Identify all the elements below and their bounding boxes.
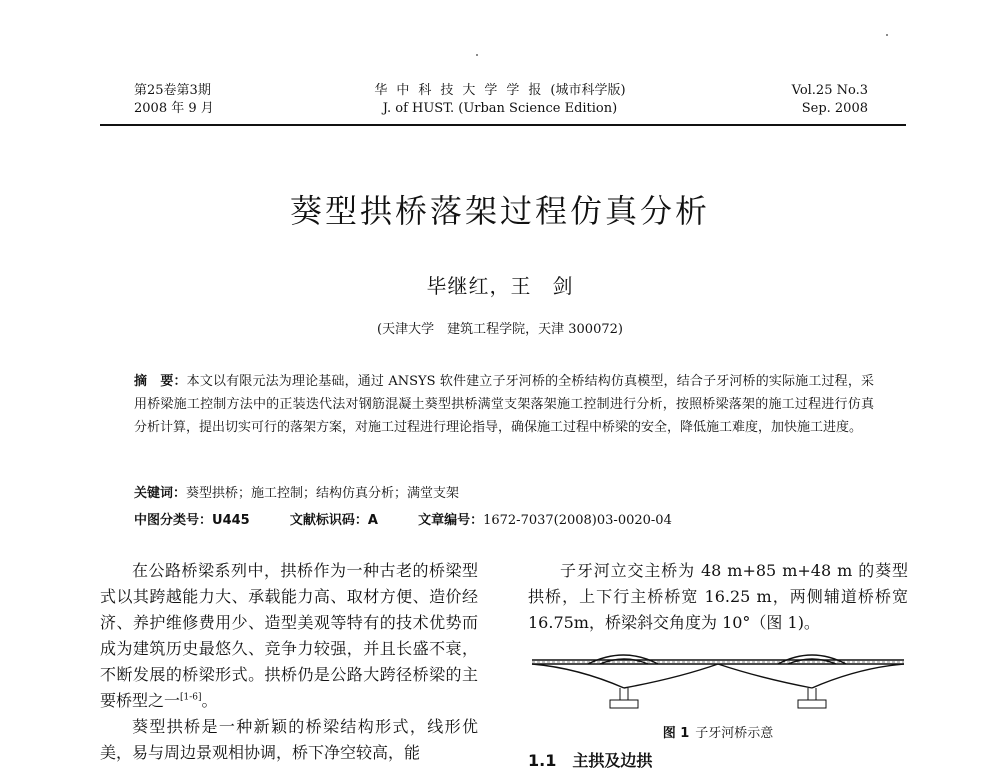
bridge-figure — [528, 648, 908, 714]
header-journal-en: J. of HUST. (Urban Science Edition) — [382, 101, 618, 116]
header-date-cn: 2008 年 9 月 — [134, 101, 214, 116]
body-paragraph: 葵型拱桥是一种新颖的桥梁结构形式，线形优美，易与周边景观相协调，桥下净空较高，能 — [100, 717, 478, 762]
article-number-label: 文章编号： — [418, 513, 484, 528]
side-arch-right — [812, 664, 904, 688]
keywords-label: 关键词： — [134, 486, 187, 501]
side-arch-left — [532, 664, 624, 688]
journal-edition-cn: (城市科学版) — [550, 83, 626, 98]
header-issue — [134, 82, 214, 118]
figure-caption-text: 子牙河桥示意 — [695, 726, 774, 741]
abstract — [134, 370, 874, 439]
paper-affiliation: (天津大学 建筑工程学院，天津 300072) — [377, 322, 623, 337]
article-number-value: 1672-7037(2008)03-0020-04 — [483, 513, 672, 528]
abstract-text: 本文以有限元法为理论基础，通过 ANSYS 软件建立子牙河桥的全桥结构仿真模型，结合子牙河桥的实际施工过程，采用桥梁施工控制方法中的正装迭代法对钢筋混凝土葵型拱桥满堂支架落架施工控制进行分析，按照桥梁落架的施工过程进行仿真分析计算，提出切实可行的落架方案，对施工过程进行理论指导，确保施工过程中桥梁的安全，降低施工难度，加快施工进度。 — [134, 374, 874, 435]
scan-speck — [886, 34, 888, 36]
doc-code-label: 文献标识码： — [289, 513, 368, 528]
figure-caption — [528, 722, 908, 741]
figure-label: 图 1 — [662, 726, 690, 741]
body-column-left — [100, 558, 478, 766]
header-journal-cn — [300, 82, 700, 100]
body-text-end: 。 — [201, 691, 218, 710]
keywords — [134, 482, 459, 501]
doc-code-field — [290, 513, 378, 528]
citation-ref: [1-6] — [180, 692, 202, 703]
article-number-field — [418, 513, 708, 528]
header-rule — [100, 124, 906, 126]
pier-right — [798, 688, 826, 708]
clc-value: U445 — [212, 513, 250, 528]
doc-code-value: A — [367, 513, 378, 528]
body-text: 在公路桥梁系列中，拱桥作为一种古老的桥梁型式以其跨越能力大、承载能力高、取材方便、造价经济、养护维修费用少、造型美观等特有的技术优势而成为建筑历史最悠久、竞争力较强，并且长盛不衰，不断发展的桥梁形式。拱桥仍是公路大跨径桥梁的主要桥型之一 — [100, 561, 478, 710]
header-journal — [300, 82, 700, 118]
body-paragraph: 子牙河立交主桥为 48 m+85 m+48 m 的葵型拱桥，上下行主桥桥宽 16.25 m，两侧辅道桥桥宽 16.75m，桥梁斜交角度为 10°（图 1)。 — [528, 561, 908, 632]
paper-title: 葵型拱桥落架过程仿真分析 — [289, 192, 710, 230]
header-volume — [792, 82, 868, 118]
header-date-en: Sep. 2008 — [801, 101, 868, 116]
clc-field — [134, 513, 250, 528]
keywords-text: 葵型拱桥；施工控制；结构仿真分析；满堂支架 — [186, 486, 460, 501]
scan-speck — [476, 54, 478, 56]
journal-name-cn: 华中科技大学学报 — [374, 83, 551, 98]
header-volume-en: Vol.25 No.3 — [791, 83, 868, 98]
header-volume-cn: 第25卷第3期 — [134, 83, 211, 98]
classification-line — [134, 509, 744, 528]
paper-authors: 毕继红，王 剑 — [426, 274, 574, 298]
pier-left — [610, 688, 638, 708]
abstract-label: 摘 要： — [134, 374, 187, 389]
body-column-right — [528, 558, 908, 636]
clc-label: 中图分类号： — [134, 513, 213, 528]
section-heading: 1.1 主拱及边拱 — [528, 751, 653, 770]
body-paragraph — [100, 558, 478, 714]
